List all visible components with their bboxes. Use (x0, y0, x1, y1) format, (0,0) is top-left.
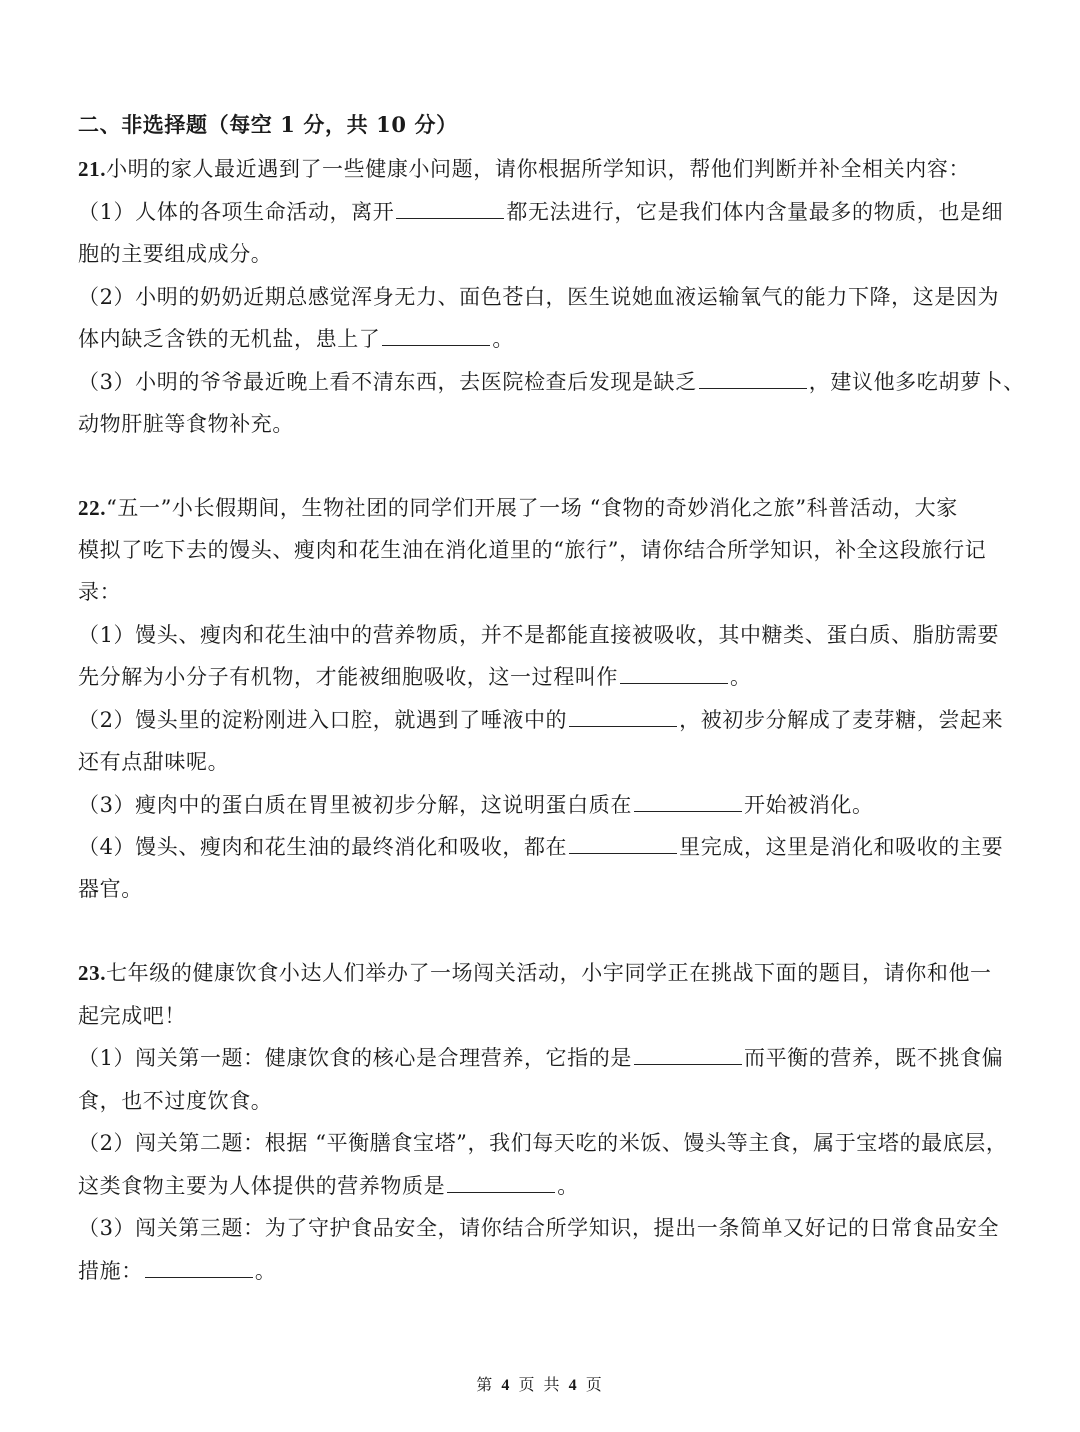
question-number: 22. (78, 496, 107, 520)
answer-blank[interactable] (569, 706, 677, 727)
question-22-part-3 (78, 790, 874, 820)
question-text-line: 模拟了吃下去的馒头、瘦肉和花生油在消化道里的“旅行”，请你结合所学知识，补全这段旅行记 (78, 538, 987, 562)
question-text: 。 (254, 1259, 277, 1283)
question-text: 体内缺乏含铁的无机盐，患上了 (78, 327, 381, 351)
question-text: 。 (557, 1174, 579, 1198)
question-text: （1）闯关第一题：健康饮食的核心是合理营养，它指的是 (78, 1046, 632, 1070)
question-22-part-2 (78, 705, 1003, 735)
answer-blank[interactable] (569, 833, 677, 854)
page-total: 4 (568, 1377, 579, 1394)
question-text: 七年级的健康饮食小达人们举办了一场闯关活动，小宇同学正在挑战下面的题目，请你和他一 (106, 961, 992, 985)
question-text: 先分解为小分子有机物，才能被细胞吸收，这一过程叫作 (78, 665, 618, 689)
question-21-part-1 (78, 197, 1003, 227)
question-text-line: 起完成吧！ (78, 1004, 186, 1028)
question-22-part-4 (78, 832, 1003, 862)
question-23-stem (78, 958, 992, 988)
question-text: 。 (492, 327, 515, 351)
question-text-line (78, 1256, 276, 1286)
question-text: 。 (730, 665, 752, 689)
question-text-line (78, 662, 752, 692)
answer-blank[interactable] (634, 791, 742, 812)
question-21-stem (78, 154, 970, 184)
question-23-part-3: （3）闯关第三题：为了守护食品安全，请你结合所学知识，提出一条简单又好记的日常食品安全 (78, 1216, 1000, 1240)
answer-blank[interactable] (620, 663, 728, 684)
footer-text: 第 (476, 1375, 495, 1394)
question-22-part-1: （1）馒头、瘦肉和花生油中的营养物质，并不是都能直接被吸收，其中糖类、蛋白质、脂肪需要 (78, 623, 1000, 647)
question-text-line: 器官。 (78, 877, 143, 901)
question-text: （3）瘦肉中的蛋白质在胃里被初步分解，这说明蛋白质在 (78, 793, 632, 817)
answer-blank[interactable] (382, 325, 490, 346)
question-21-part-3 (78, 367, 1025, 397)
question-text-line: 录： (78, 580, 122, 604)
answer-blank[interactable] (145, 1257, 253, 1278)
answer-blank[interactable] (634, 1044, 742, 1065)
question-23-part-2: （2）闯关第二题：根据 “平衡膳食宝塔”，我们每天吃的米饭、馒头等主食，属于宝塔的最底层， (78, 1131, 1008, 1155)
footer-text: 页 共 (518, 1375, 562, 1394)
answer-blank[interactable] (396, 198, 504, 219)
answer-blank[interactable] (699, 368, 807, 389)
question-number: 23. (78, 961, 107, 985)
question-text: ，被初步分解成了麦芽糖，尝起来 (679, 708, 1004, 732)
question-text-line: 食，也不过度饮食。 (78, 1089, 273, 1113)
question-text: 措施： (78, 1259, 143, 1283)
question-text-line: 还有点甜味呢。 (78, 750, 230, 774)
footer-text: 页 (585, 1375, 604, 1394)
question-text-line: 胞的主要组成成分。 (78, 242, 273, 266)
question-text: （3）小明的爷爷最近晚上看不清东西，去医院检查后发现是缺乏 (78, 370, 697, 394)
question-text: 小明的家人最近遇到了一些健康小问题，请你根据所学知识，帮他们判断并补全相关内容： (106, 157, 971, 181)
question-text-line (78, 1171, 579, 1201)
question-text: 都无法进行，它是我们体内含量最多的物质，也是细 (506, 200, 1004, 224)
question-23-part-1 (78, 1043, 1003, 1073)
page-footer (0, 1372, 1080, 1395)
question-text: “五一”小长假期间，生物社团的同学们开展了一场 “食物的奇妙消化之旅”科普活动，大家 (106, 496, 958, 520)
question-text: 开始被消化。 (743, 793, 874, 817)
question-text-line (78, 324, 514, 354)
question-text: 这类食物主要为人体提供的营养物质是 (78, 1174, 446, 1198)
question-text: （2）馒头里的淀粉刚进入口腔，就遇到了唾液中的 (78, 708, 568, 732)
question-text: 里完成，这里是消化和吸收的主要 (679, 835, 1004, 859)
section-title: 二、非选择题（每空 1 分，共 10 分） (78, 112, 458, 137)
question-text: ，建议他多吃胡萝卜、 (808, 370, 1025, 394)
question-21-part-2: （2）小明的奶奶近期总感觉浑身无力、面色苍白，医生说她血液运输氧气的能力下降，这是因为 (78, 285, 1000, 309)
question-text: （4）馒头、瘦肉和花生油的最终消化和吸收，都在 (78, 835, 568, 859)
question-text: （1）人体的各项生命活动，离开 (78, 200, 395, 224)
question-text: 而平衡的营养，既不挑食偏 (743, 1046, 1004, 1070)
question-number: 21. (78, 157, 107, 181)
page-number: 4 (501, 1377, 512, 1394)
answer-blank[interactable] (447, 1172, 555, 1193)
question-text-line: 动物肝脏等食物补充。 (78, 412, 294, 436)
question-22-stem (78, 493, 958, 523)
